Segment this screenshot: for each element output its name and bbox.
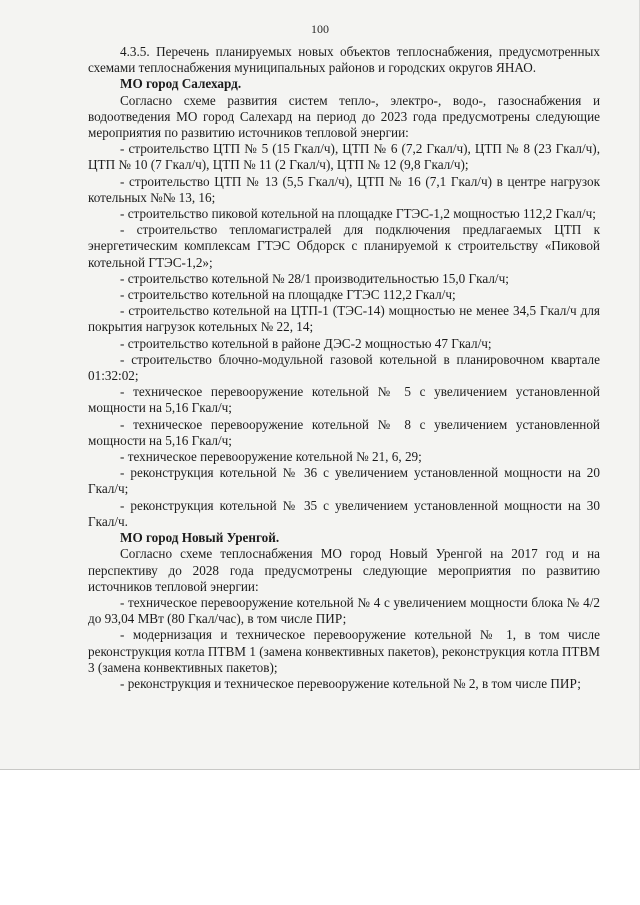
salekhard-item: - техническое перевооружение котельной № 21, 6, 29; [120,449,422,465]
novy-urengoy-item: - техническое перевооружение котельной № 4 с увеличением мощности блока № 4/2 до 93,04 МВт (80 Гкал/час), в том числе ПИР; [88,594,600,627]
salekhard-item: - строительство пиковой котельной на площадке ГТЭС-1,2 мощностью 112,2 Гкал/ч; [120,206,596,222]
salekhard-item: - строительство тепломагистралей для подключения предлагаемых ЦТП к энергетическим комплексам ГТЭС Обдорск с планируемой к строительству «Пиковой котельной ГТЭС-1,2»; [88,222,600,270]
novy-urengoy-item: - реконструкция и техническое перевооружение котельной № 2, в том числе ПИР; [120,675,581,691]
section-title: 4.3.5. Перечень планируемых новых объектов теплоснабжения, предусмотренных схемами теплоснабжения муниципальных районов и городских округов ЯНАО. [88,44,600,76]
salekhard-item: - техническое перевооружение котельной № 5 с увеличением установленной мощности на 5,16 Гкал/ч; [88,384,600,416]
salekhard-item: - строительство котельной на ЦТП-1 (ТЭС-14) мощностью не менее 34,5 Гкал/ч для покрытия нагрузок котельных № 22, 14; [88,303,600,335]
salekhard-item: - строительство котельной № 28/1 производительностью 15,0 Гкал/ч; [120,270,509,286]
document-body [88,44,600,692]
novy-urengoy-heading: МО город Новый Уренгой. [120,530,280,546]
salekhard-item: - реконструкция котельной № 35 с увеличением установленной мощности на 30 Гкал/ч. [88,497,600,529]
page-number: 100 [311,22,329,36]
salekhard-heading: МО город Салехард. [120,76,242,92]
salekhard-item: - техническое перевооружение котельной № 8 с увеличением установленной мощности на 5,16 Гкал/ч; [88,416,600,448]
salekhard-item: - строительство котельной на площадке ГТЭС 112,2 Гкал/ч; [120,287,456,303]
salekhard-item: - строительство ЦТП № 5 (15 Гкал/ч), ЦТП № 6 (7,2 Гкал/ч), ЦТП № 8 (23 Гкал/ч), ЦТП № 10 (7 Гкал/ч), ЦТП № 11 (2 Гкал/ч), ЦТП № 12 (9,8 Гкал/ч); [88,141,600,173]
salekhard-intro: Согласно схеме развития систем тепло-, электро-, водо-, газоснабжения и водоотведения МО город Салехард на период до 2023 года предусмотрены следующие мероприятия по развитию источников тепловой энергии: [88,92,600,141]
salekhard-item: - строительство блочно-модульной газовой котельной в планировочном квартале 01:32:02; [88,351,600,384]
salekhard-item: - строительство ЦТП № 13 (5,5 Гкал/ч), ЦТП № 16 (7,1 Гкал/ч) в центре нагрузок котельных №№ 13, 16; [88,173,600,205]
salekhard-item: - строительство котельной в районе ДЭС-2 мощностью 47 Гкал/ч; [120,335,492,351]
novy-urengoy-intro: Согласно схеме теплоснабжения МО город Новый Уренгой на 2017 год и на перспективу до 2028 года предусмотрены следующие мероприятия по развитию источников тепловой энергии: [88,546,600,594]
novy-urengoy-item: - модернизация и техническое перевооружение котельной № 1, в том числе реконструкция котла ПТВМ 1 (замена конвективных пакетов), реконструкция котла ПТВМ 3 (замена конвективных пакетов); [88,627,600,675]
salekhard-item: - реконструкция котельной № 36 с увеличением установленной мощности на 20 Гкал/ч; [88,465,600,497]
